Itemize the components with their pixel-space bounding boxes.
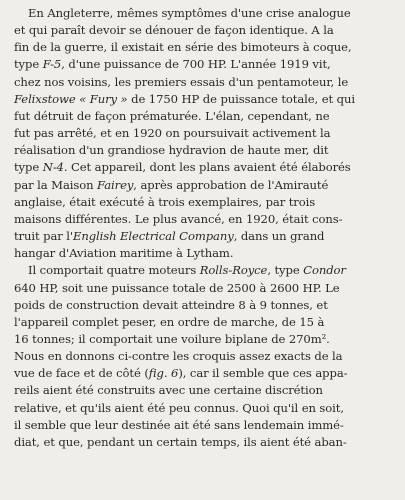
italic-text: Condor: [303, 263, 346, 278]
text-segment: , après approbation de l'Amirauté: [133, 177, 329, 192]
text-line: [14, 417, 391, 434]
text-line: [14, 262, 391, 279]
text-line: [14, 177, 391, 194]
text-line: [14, 91, 391, 108]
text-segment: il semble que leur destinée ait été sans lendemain immé-: [14, 417, 344, 432]
text-line: [14, 5, 391, 22]
text-segment: truit par l': [14, 229, 73, 244]
italic-text: Rolls-Royce: [199, 263, 268, 278]
text-segment: Il comportait quatre moteurs: [28, 263, 200, 278]
italic-text: Fairey: [97, 177, 134, 192]
text-segment: type: [14, 160, 43, 175]
text-segment: fin de la guerre, il existait en série des bimoteurs à coque,: [14, 40, 352, 55]
text-line: [14, 228, 391, 245]
text-segment: type: [14, 57, 43, 72]
text-segment: Nous en donnons ci-contre les croquis assez exacts de la: [14, 349, 343, 364]
italic-text: N-4: [42, 160, 64, 175]
italic-text: fig. 6: [148, 366, 179, 381]
text-line: [14, 22, 391, 39]
text-segment: diat, et que, pendant un certain temps, ils aient été aban-: [14, 434, 347, 449]
text-segment: de 1750 HP de puissance totale, et qui: [127, 91, 355, 106]
text-segment: , dans un grand: [233, 229, 325, 244]
text-segment: anglaise, était exécuté à trois exemplaires, par trois: [14, 194, 316, 209]
text-line: [14, 56, 391, 73]
text-line: [14, 348, 391, 365]
text-segment: et qui paraît devoir se dénouer de façon identique. A la: [14, 23, 334, 38]
text-segment: relative, et qu'ils aient été peu connus. Quoi qu'il en soit,: [14, 400, 344, 415]
text-segment: par la Maison: [14, 177, 98, 192]
text-line: [14, 297, 391, 314]
text-segment: fut pas arrêté, et en 1920 on poursuivait activement la: [14, 126, 331, 141]
text-line: [14, 382, 391, 399]
text-segment: , type: [267, 263, 304, 278]
text-line: [14, 245, 391, 262]
text-line: [14, 434, 391, 451]
paragraph-n4-specifications: [14, 262, 391, 451]
text-segment: maisons différentes. Le plus avancé, en 1920, était cons-: [14, 211, 343, 226]
text-segment: 640 HP, soit une puissance totale de 2500 à 2600 HP. Le: [14, 280, 340, 295]
text-segment: ), car il semble que ces appa-: [178, 366, 348, 381]
text-segment: chez nos voisins, les premiers essais d'un pentamoteur, le: [14, 74, 349, 89]
text-segment: poids de construction devait atteindre 8 à 9 tonnes, et: [14, 297, 328, 312]
text-segment: reils aient été construits avec une certaine discrétion: [14, 383, 323, 398]
italic-text: English Electrical Company: [72, 229, 234, 244]
text-line: [14, 125, 391, 142]
text-segment: 16 tonnes; il comportait une voilure biplane de 270m².: [14, 331, 330, 346]
text-segment: réalisation d'un grandiose hydravion de haute mer, dit: [14, 143, 329, 158]
text-line: [14, 280, 391, 297]
text-line: [14, 74, 391, 91]
text-segment: vue de face et de côté (: [14, 366, 149, 381]
text-line: [14, 314, 391, 331]
text-segment: , d'une puissance de 700 HP. L'année 1919 vit,: [61, 57, 331, 72]
paragraph-england-seaplanes: [14, 5, 391, 262]
text-line: [14, 108, 391, 125]
text-segment: hangar d'Aviation maritime à Lytham.: [14, 246, 234, 261]
text-line: [14, 211, 391, 228]
text-line: [14, 331, 391, 348]
text-segment: l'appareil complet peser, en ordre de marche, de 15 à: [14, 314, 325, 329]
text-line: [14, 39, 391, 56]
text-line: [14, 400, 391, 417]
text-segment: fut détruit de façon prématurée. L'élan, cependant, ne: [14, 108, 330, 123]
text-line: [14, 142, 391, 159]
text-segment: . Cet appareil, dont les plans avaient été élaborés: [63, 160, 351, 175]
text-segment: En Angleterre, mêmes symptômes d'une crise analogue: [28, 6, 351, 20]
italic-text: Felixstowe « Fury »: [14, 91, 128, 106]
italic-text: F-5: [42, 57, 62, 72]
text-line: [14, 159, 391, 176]
text-line: [14, 194, 391, 211]
text-line: [14, 365, 391, 382]
